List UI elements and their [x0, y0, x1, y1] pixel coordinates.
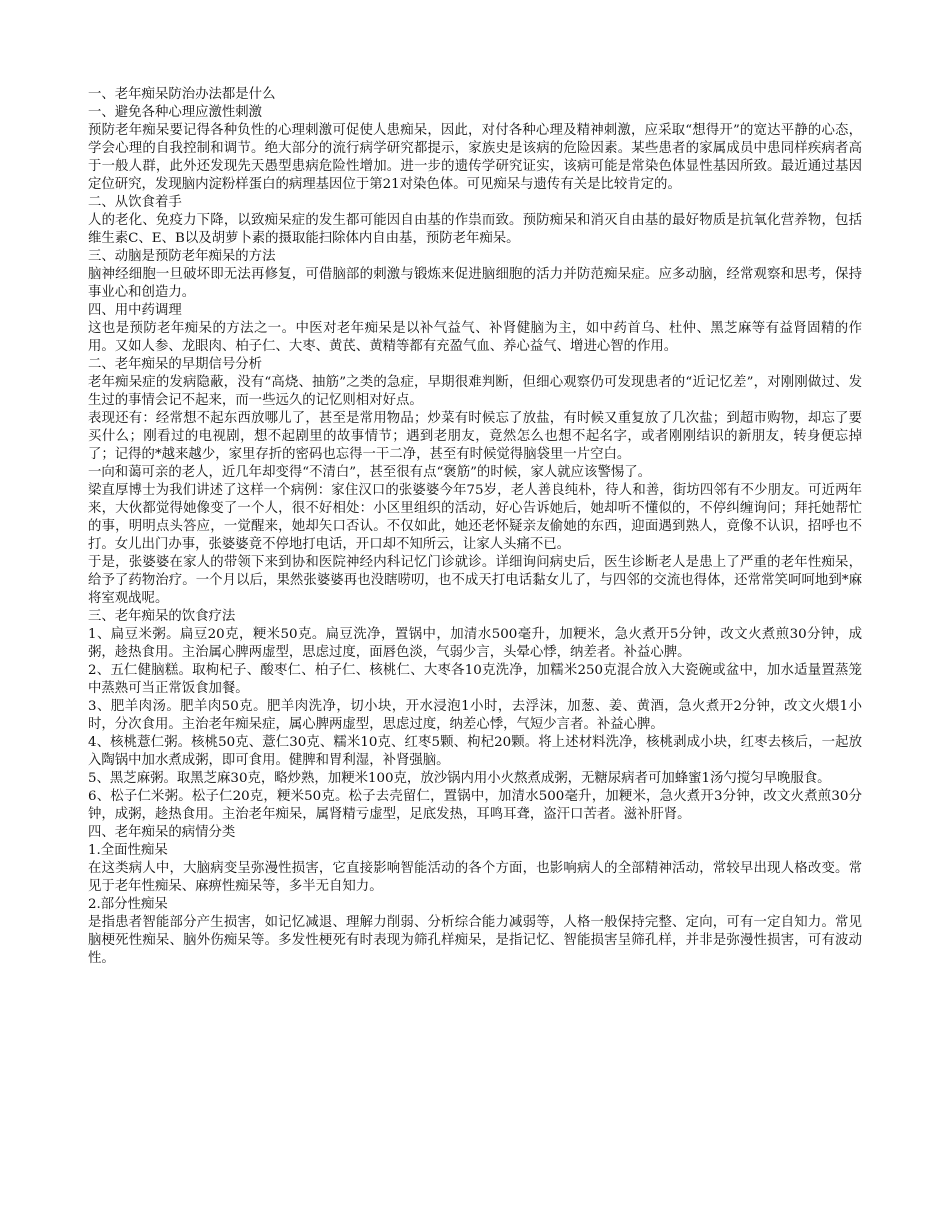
paragraph: 6、松子仁米粥。松子仁20克，粳米50克。松子去壳留仁，置锅中，加清水500毫升，加粳米，急火煮开3分钟，改文火煮煎30分钟，成粥，趁热食用。主治老年痴呆，属肾精亏虚型，足底发热，耳鸣耳聋，盗汗口苦者。滋补肝肾。: [88, 789, 862, 822]
paragraph: 2、五仁健脑糕。取枸杞子、酸枣仁、柏子仁、核桃仁、大枣各10克洗净，加糯米250克混合放入大瓷碗或盆中，加水适量置蒸笼中蒸熟可当正常饭食加餐。: [88, 663, 862, 696]
paragraph: 是指患者智能部分产生损害，如记忆减退、理解力削弱、分析综合能力减弱等，人格一般保持完整、定向，可有一定自知力。常见脑梗死性痴呆、脑外伤痴呆等。多发性梗死有时表现为筛孔样痴呆，是指记忆、智能损害呈筛孔样，并非是弥漫性损害，可有波动性。: [88, 915, 862, 966]
section-heading: 三、老年痴呆的饮食疗法: [88, 609, 236, 624]
paragraph: 一向和蔼可亲的老人，近几年却变得“不清白”，甚至很有点“褒筋”的时候，家人就应该警惕了。: [88, 465, 652, 480]
section-heading: 1.全面性痴呆: [88, 843, 168, 858]
paragraph: 4、核桃薏仁粥。核桃50克、薏仁30克、糯米10克、红枣5颗、枸杞20颗。将上述材料洗净，核桃剥成小块，红枣去核后，一起放入陶锅中加水煮成粥，即可食用。健脾和胃利湿，补肾强脑。: [88, 735, 862, 768]
paragraph: 梁直厚博士为我们讲述了这样一个病例：家住汉口的张婆婆今年75岁，老人善良纯朴，待人和善，街坊四邻有不少朋友。可近两年来，大伙都觉得她像变了一个人，很不好相处：小区里组织的活动，好心告诉她后，她却听不懂似的，不停纠缠询问；拜托她帮忙的事，明明点头答应，一觉醒来，她却矢口否认。不仅如此，她还老怀疑亲友偷她的东西，迎面遇到熟人，竟像不认识，招呼也不打。女儿出门办事，张婆婆竟不停地打电话，开口却不知所云，让家人头痛不已。: [88, 483, 862, 552]
section-heading: 一、避免各种心理应激性刺激: [88, 105, 263, 120]
section-heading: 三、动脑是预防老年痴呆的方法: [88, 249, 276, 264]
paragraph: 5、黑芝麻粥。取黑芝麻30克，略炒熟，加粳米100克，放沙锅内用小火熬煮成粥，无糖尿病者可加蜂蜜1汤勺搅匀早晚服食。: [88, 771, 831, 786]
section-heading: 2.部分性痴呆: [88, 897, 168, 912]
paragraph: 3、肥羊肉汤。肥羊肉50克。肥羊肉洗净，切小块，开水浸泡1小时，去浮沫，加葱、姜、黄酒，急火煮开2分钟，改文火煨1小时，分次食用。主治老年痴呆症，属心脾两虚型，思虑过度，纳差心悸，气短少言者。补益心脾。: [88, 699, 862, 732]
paragraph: 老年痴呆症的发病隐蔽，没有“高烧、抽筋”之类的急症，早期很难判断，但细心观察仍可发现患者的“近记忆差”，对刚刚做过、发生过的事情会记不起来，而一些远久的记忆则相对好点。: [88, 375, 862, 408]
section-heading: 四、老年痴呆的病情分类: [88, 825, 236, 840]
paragraph: 表现还有：经常想不起东西放哪儿了，甚至是常用物品；炒菜有时候忘了放盐，有时候又重复放了几次盐；到超市购物，却忘了要买什么；刚看过的电视剧，想不起剧里的故事情节；遇到老朋友，竟然怎么也想不起名字，或者刚刚结识的新朋友，转身便忘掉了；记得的*越来越少，家里存折的密码也忘得一干二净，甚至有时候觉得脑袋里一片空白。: [88, 411, 862, 462]
section-heading: 一、老年痴呆防治办法都是什么: [88, 87, 276, 102]
paragraph: 脑神经细胞一旦破坏即无法再修复，可借脑部的刺激与锻炼来促进脑细胞的活力并防范痴呆症。应多动脑，经常观察和思考，保持事业心和创造力。: [88, 267, 862, 300]
section-heading: 二、从饮食着手: [88, 195, 182, 210]
section-heading: 二、老年痴呆的早期信号分析: [88, 357, 263, 372]
paragraph: 人的老化、免疫力下降，以致痴呆症的发生都可能因自由基的作祟而致。预防痴呆和消灭自由基的最好物质是抗氧化营养物，包括维生素C、E、B以及胡萝卜素的摄取能扫除体内自由基，预防老年痴呆。: [88, 213, 862, 246]
paragraph: 预防老年痴呆要记得各种负性的心理刺激可促使人患痴呆，因此，对付各种心理及精神刺激，应采取“想得开”的宽达平静的心态，学会心理的自我控制和调节。绝大部分的流行病学研究都提示，家族史是该病的危险因素。某些患者的家属成员中患同样疾病者高于一般人群，此外还发现先天愚型患病危险性增加。进一步的遗传学研究证实，该病可能是常染色体显性基因所致。最近通过基因定位研究，发现脑内淀粉样蛋白的病理基因位于第21对染色体。可见痴呆与遗传有关是比较肯定的。: [88, 123, 862, 192]
section-heading: 四、用中药调理: [88, 303, 182, 318]
paragraph: 这也是预防老年痴呆的方法之一。中医对老年痴呆是以补气益气、补肾健脑为主，如中药首乌、杜仲、黑芝麻等有益肾固精的作用。又如人参、龙眼肉、柏子仁、大枣、黄芪、黄精等都有充盈气血、养心益气、增进心智的作用。: [88, 321, 862, 354]
paragraph: 在这类病人中，大脑病变呈弥漫性损害，它直接影响智能活动的各个方面，也影响病人的全部精神活动，常较早出现人格改变。常见于老年性痴呆、麻痹性痴呆等，多半无自知力。: [88, 861, 862, 894]
paragraph: 1、扁豆米粥。扁豆20克，粳米50克。扁豆洗净，置锅中，加清水500毫升，加粳米，急火煮开5分钟，改文火煮煎30分钟，成粥，趁热食用。主治属心脾两虚型，思虑过度，面唇色淡，气弱少言，头晕心悸，纳差者。补益心脾。: [88, 627, 862, 660]
paragraph: 于是，张婆婆在家人的带领下来到协和医院神经内科记忆门诊就诊。详细询问病史后，医生诊断老人是患上了严重的老年性痴呆，给予了药物治疗。一个月以后，果然张婆婆再也没瞎唠叨，也不成天打电话黏女儿了，与四邻的交流也得体，还常常笑呵呵地到*麻将室观战呢。: [88, 555, 862, 606]
